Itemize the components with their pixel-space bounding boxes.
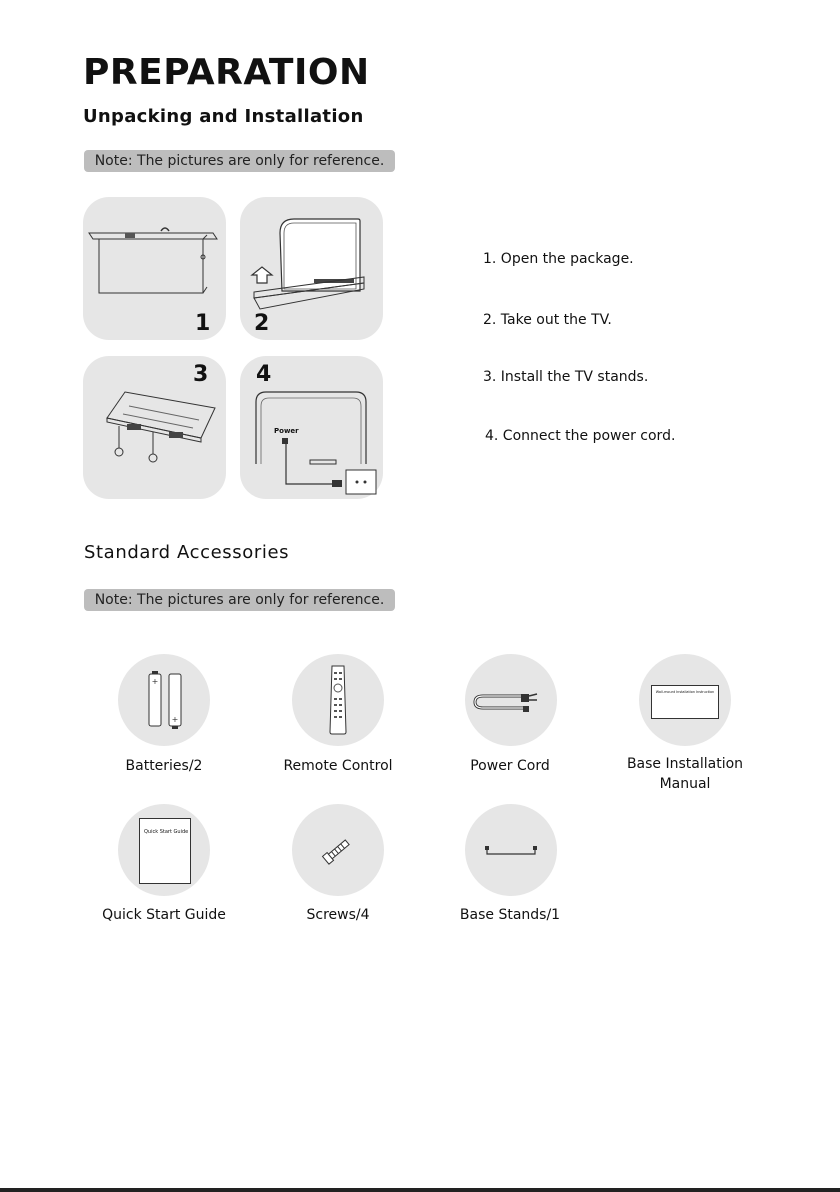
accessory-label: Quick Start Guide <box>102 907 226 923</box>
batteries-icon <box>118 654 210 746</box>
accessory-label: Batteries/2 <box>125 758 203 774</box>
illustration-install-stands <box>83 356 226 499</box>
illustration-open-package <box>83 197 226 340</box>
manual-icon <box>651 685 719 719</box>
svg-text:+: + <box>171 715 179 724</box>
power-cord-icon <box>465 654 557 746</box>
reference-note: Note: The pictures are only for reference. <box>84 150 395 172</box>
illustration-number: 4 <box>256 362 272 387</box>
accessory-base-stands <box>465 804 557 896</box>
page-title: PREPARATION <box>83 52 370 93</box>
accessory-label: Screws/4 <box>306 907 370 923</box>
accessory-quick-start-guide <box>118 804 210 896</box>
illustration-number: 2 <box>254 311 270 336</box>
step-text: 1. Open the package. <box>483 251 634 267</box>
page-bottom-border <box>0 1188 840 1192</box>
section-heading-unpacking: Unpacking and Installation <box>83 106 364 127</box>
accessory-label: Base Stands/1 <box>459 907 561 923</box>
step-text: 2. Take out the TV. <box>483 312 612 328</box>
accessory-installation-manual <box>639 654 731 746</box>
section-heading-accessories: Standard Accessories <box>84 542 290 563</box>
illustration-number: 1 <box>195 311 211 336</box>
reference-note: Note: The pictures are only for reference. <box>84 589 395 611</box>
accessory-label: Remote Control <box>283 758 393 774</box>
base-stand-icon <box>465 804 557 896</box>
manual-inner-title: Wall-mount Installation Instruction <box>655 690 715 694</box>
guide-booklet-icon <box>139 818 191 884</box>
accessory-label: Power Cord <box>470 758 550 774</box>
guide-inner-title: Quick Start Guide <box>144 829 189 835</box>
accessory-label: Base Installation Manual <box>626 756 744 792</box>
accessory-power-cord <box>465 654 557 746</box>
illustration-number: 3 <box>193 362 209 387</box>
illustration-take-out-tv <box>240 197 383 340</box>
svg-text:+: + <box>151 677 159 686</box>
illustration-connect-power <box>240 356 383 499</box>
accessory-remote-control <box>292 654 384 746</box>
remote-control-icon <box>292 654 384 746</box>
power-label: Power <box>274 427 299 435</box>
step-text: 4. Connect the power cord. <box>485 428 676 444</box>
accessory-screws <box>292 804 384 896</box>
accessory-batteries <box>118 654 210 746</box>
step-text: 3. Install the TV stands. <box>483 369 649 385</box>
screw-icon <box>292 804 384 896</box>
